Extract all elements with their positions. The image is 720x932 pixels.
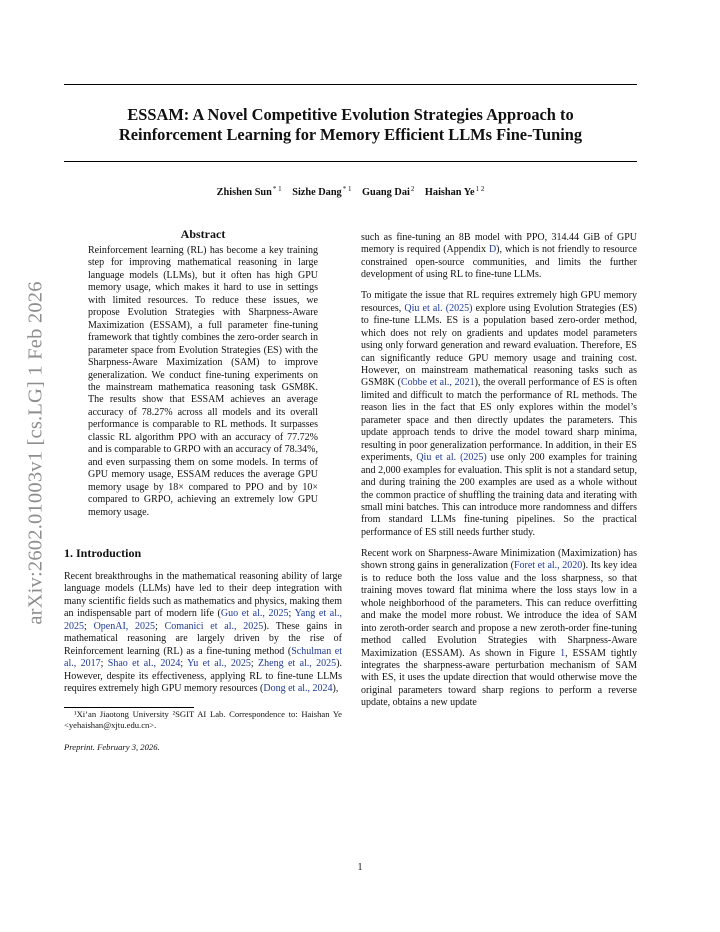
title-line: Reinforcement Learning for Memory Efficient LLMs Fine-Tuning: [118, 125, 583, 144]
citation-link[interactable]: Foret et al., 2020: [513, 560, 583, 572]
body-text: To mitigate the issue that RL requires extremely high GPU memory resources,: [361, 290, 637, 314]
citation-link[interactable]: OpenAI, 2025: [93, 620, 156, 632]
body-text: such as fine-tuning an 8B model with PPO, 314.44 GiB of GPU memory is required (Appendix: [361, 232, 637, 256]
citation-link[interactable]: Schulman et al., 2017: [64, 645, 342, 670]
author: [217, 187, 282, 198]
citation-link[interactable]: Comanici et al., 2025: [164, 620, 264, 632]
citation-link[interactable]: D: [488, 244, 497, 256]
abstract-heading: Abstract: [180, 227, 226, 241]
body-text: , ESSAM tightly integrates the sharpness-aware perturbation mechanism of SAM with ES, it uses the update direction that would otherwise move the original parameters toward sharp regions to perform a reverse update, obtains a new update: [361, 647, 637, 709]
body-text: ),: [332, 683, 339, 695]
author-affiliation-marks: 2: [410, 185, 415, 193]
body-paragraph: [361, 232, 637, 282]
body-text: use only 200 examples for training and 2,000 examples for evaluation. This split is not a standard setup, and during training the 200 examples are used as a whole without the common practice of shuffling the training data and iterating with small mini batches. This can introduce more randomness and differs from standard LLMs fine-tuning pipelines. So the practical performance of ES still needs further study.: [361, 452, 638, 538]
author-list: [64, 185, 637, 198]
abstract-text: Reinforcement learning (RL) has become a key training step for improving mathematical reasoning in large language models (LLMs), but it often has high GPU memory usage, which makes it hard to use in settings with limited resources. To reduce these issues, we propose Evolution Strategies with Sharpness-Aware Maximization (ESSAM), a full parameter fine-tuning framework that tightly combines the zero-order search in parameter space from Evolution Strategies (ES) with the Sharpness-Aware Maximization (SAM) to improve generalization. We conduct fine-tuning experiments on the mainstream mathematica reasoning task GSM8K. The results show that ESSAM achieves an average accuracy of 78.27% across all models and its overall performance is comparable to RL methods. It surpasses classic RL algorithm PPO with an accuracy of 77.72% and is comparable to GRPO with an accuracy of 78.34%, and even surpassing them on some models. In terms of GPU memory usage, ESSAM reduces the average GPU memory usage by 18× compared to PPO and by 10× compared to GRPO, achieving an extremely low GPU memory usage.: [88, 245, 318, 518]
section-heading-introduction: 1. Introduction: [64, 545, 142, 560]
body-text: ), the overall performance of ES is often limited and difficult to match the performance of RL methods. The reason lies in the fact that ES only explores within the model’s parameter space and then directly updates the parameters. This update approach tends to drive the model toward sharp minima, resulting in poor generalization performance. In addition, in their ES experiments,: [361, 377, 638, 464]
author: [292, 187, 351, 198]
paper-title: [64, 105, 637, 145]
body-text: explore using Evolution Strategies (ES) to fine-tune LLMs. ES is a population based zero-order method, which does not rely on gradients and updates model parameters using only forward generation and reward evaluation. Therefore, ES can significantly reduce GPU memory usage and training cost. However, on mainstream mathematical reasoning tasks such as GSM8K (: [361, 302, 637, 389]
citation-link[interactable]: Guo et al., 2025: [220, 608, 289, 620]
citation-link[interactable]: Zheng et al., 2025: [258, 658, 337, 670]
body-text: Recent work on Sharpness-Aware Minimization (Maximization) has shown strong gains in generalization (: [361, 547, 637, 572]
right-column: [361, 232, 637, 710]
body-text: ;: [155, 620, 165, 632]
author-name: Haishan Ye: [424, 187, 475, 199]
author-name: Zhishen Sun: [216, 187, 272, 199]
author-affiliation-marks: * 1: [272, 185, 282, 193]
title-line: ESSAM: A Novel Competitive Evolution Strategies Approach to: [127, 105, 574, 124]
page-number: 1: [357, 862, 363, 873]
body-text: ), which is not friendly to resource constrained open-source communities, and limits the further development of using RL to fine-tune LLMs.: [361, 244, 637, 281]
body-text: ;: [100, 658, 108, 670]
author-name: Guang Dai: [362, 187, 410, 199]
author-affiliation-marks: 1 2: [475, 185, 485, 193]
body-text: ;: [250, 658, 259, 670]
citation-link[interactable]: Shao et al., 2024: [107, 658, 181, 670]
arxiv-stamp-text: arXiv:2602.01003v1 [cs.LG] 1 Feb 2026: [24, 281, 47, 625]
title-rule-bottom: [64, 161, 637, 162]
citation-link[interactable]: Cobbe et al., 2021: [400, 377, 475, 389]
introduction-paragraph: [64, 571, 342, 696]
preprint-date: Preprint. February 3, 2026.: [64, 742, 160, 753]
title-rule-top: [64, 84, 637, 85]
body-paragraph: [361, 290, 637, 539]
body-text: ;: [180, 658, 188, 670]
body-text: ). However, despite its effectiveness, applying RL to fine-tune LLMs requires extremely high GPU memory resources (: [64, 658, 343, 695]
author: [425, 187, 484, 198]
footnote-rule: [64, 707, 194, 708]
body-text: ;: [84, 620, 94, 632]
body-text: ). Its key idea is to reduce both the loss value and the loss sharpness, so that training moves toward flat minima where the loss stays low in a whole neighborhood of the parameters. This can reduce overfitting and make the model more robust. We introduce the idea of SAM into zeroth-order search and propose a new zeroth-order fine-tuning method called Evolution Strategies with Sharpness-Aware Maximization (ESSAM). As shown in Figure: [361, 560, 637, 659]
citation-link[interactable]: Qiu et al. (2025): [404, 302, 473, 314]
body-text: ;: [288, 608, 295, 620]
left-column: [64, 227, 342, 754]
citation-link[interactable]: 1: [560, 647, 566, 659]
body-paragraph: [361, 548, 637, 710]
author-affiliation-marks: * 1: [342, 185, 352, 193]
author-name: Sizhe Dang: [292, 187, 342, 199]
citation-link[interactable]: Yang et al., 2025: [64, 608, 342, 632]
citation-link[interactable]: Yu et al., 2025: [187, 658, 251, 670]
affiliation-footnote: ¹Xi’an Jiaotong University ²SGIT AI Lab. Correspondence to: Haishan Ye <yehaishan@xjtu.edu.cn>.: [64, 709, 342, 731]
body-text: ). These gains in mathematical reasoning are largely driven by the rise of Reinforcement learning (RL) as a fine-tuning method (: [64, 620, 343, 657]
citation-link[interactable]: Dong et al., 2024: [263, 683, 333, 695]
citation-link[interactable]: Qiu et al. (2025): [416, 452, 487, 464]
author: [362, 187, 414, 198]
body-text: Recent breakthroughs in the mathematical reasoning ability of large language models (LLMs) have led to their deep integration with many scientific fields such as mathematics and physics, making them an indispensable part of modern life (: [64, 570, 342, 620]
